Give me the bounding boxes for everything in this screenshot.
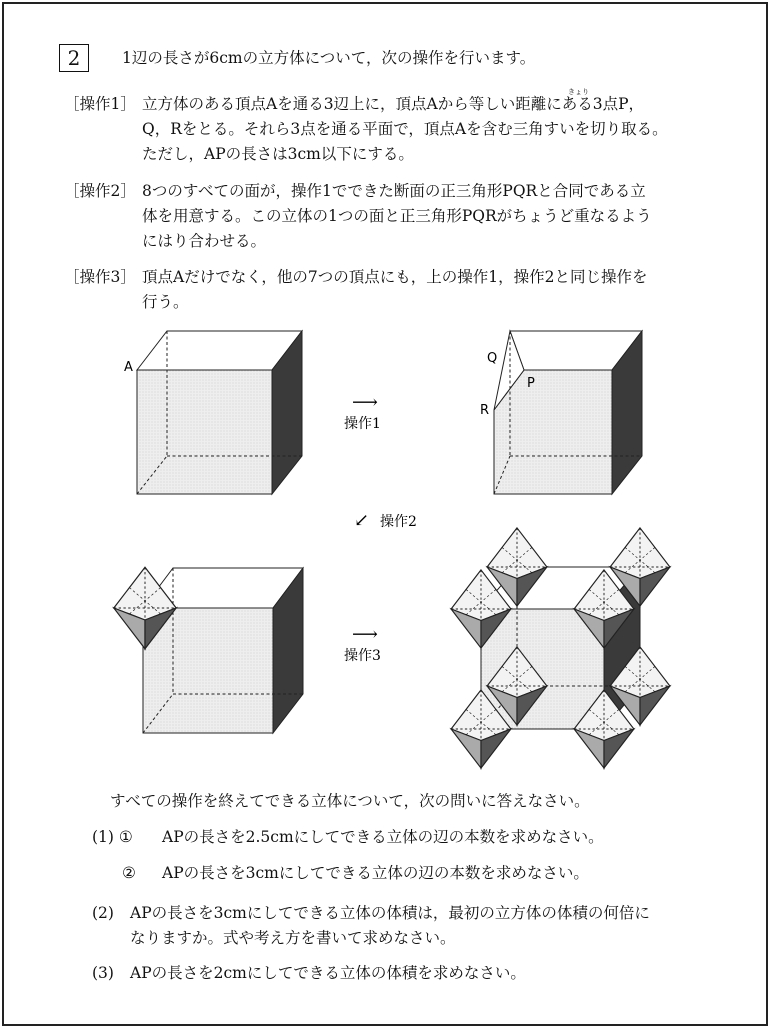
op1-line3: ただし，APの長さは3cm以下にする。 [142,145,414,163]
q3-number: (3) [92,964,114,982]
q1-1-number: (1) ① [92,828,133,846]
vertex-a-label: A [124,360,133,375]
q2-line2: なりますか。式や考え方を書いて求めなさい。 [130,929,456,947]
problem-intro: 1辺の長さが6cmの立方体について，次の操作を行います。 [122,49,536,67]
step2-label: 操作2 [380,514,417,530]
q1-1-text: APの長さを2.5cmにしてできる立体の辺の本数を求めなさい。 [162,828,604,846]
cube-corner-cut [494,331,642,494]
arrow-step3: ⟶ [352,624,378,645]
op2-line1: 8つのすべての面が，操作1でできた断面の正三角形PQRと合同である立 [142,182,646,200]
cube-one-octahedron [114,567,303,733]
exam-page [2,2,768,1026]
op2-label: ［操作2］ [64,182,136,200]
point-q-label: Q [487,351,498,366]
step3-label: 操作3 [344,648,381,664]
q3-text: APの長さを2cmにしてできる立体の体積を求めなさい。 [130,964,526,982]
q1-2-text: APの長さを3cmにしてできる立体の辺の本数を求めなさい。 [162,864,589,882]
arrow-step1: ⟶ [352,392,378,413]
q1-2-number: ② [122,864,136,882]
cube-original [137,331,302,494]
q2-number: (2) [92,904,114,922]
op1-label: ［操作1］ [64,95,136,113]
questions-lead: すべての操作を終えてできる立体について，次の問いに答えなさい。 [110,792,590,810]
kyori-ruby: きょり [568,88,589,96]
step1-label: 操作1 [344,416,381,432]
op2-line3: にはり合わせる。 [142,232,267,250]
q2-line1: APの長さを3cmにしてできる立体の体積は，最初の立方体の体積の何倍に [130,904,650,922]
op1-line2: Q，Rをとる。それら3点を通る平面で，頂点Aを含む三角すいを切り取る。 [142,120,668,138]
op2-line2: 体を用意する。この立体の1つの面と正三角形PQRがちょうど重なるよう [142,207,652,225]
op1-line1: 立方体のある頂点Aを通る3辺上に，頂点Aから等しい距離にある3点P， [142,95,645,113]
cube-all-octahedra [451,528,670,768]
point-r-label: R [480,403,490,418]
arrow-step2: ↙ [354,510,370,531]
op3-line1: 頂点Aだけでなく，他の7つの頂点にも，上の操作1，操作2と同じ操作を [142,268,648,286]
point-p-label: P [527,376,535,391]
op3-line2: 行う。 [142,293,189,311]
problem-number: 2 [59,44,89,72]
op3-label: ［操作3］ [64,268,136,286]
